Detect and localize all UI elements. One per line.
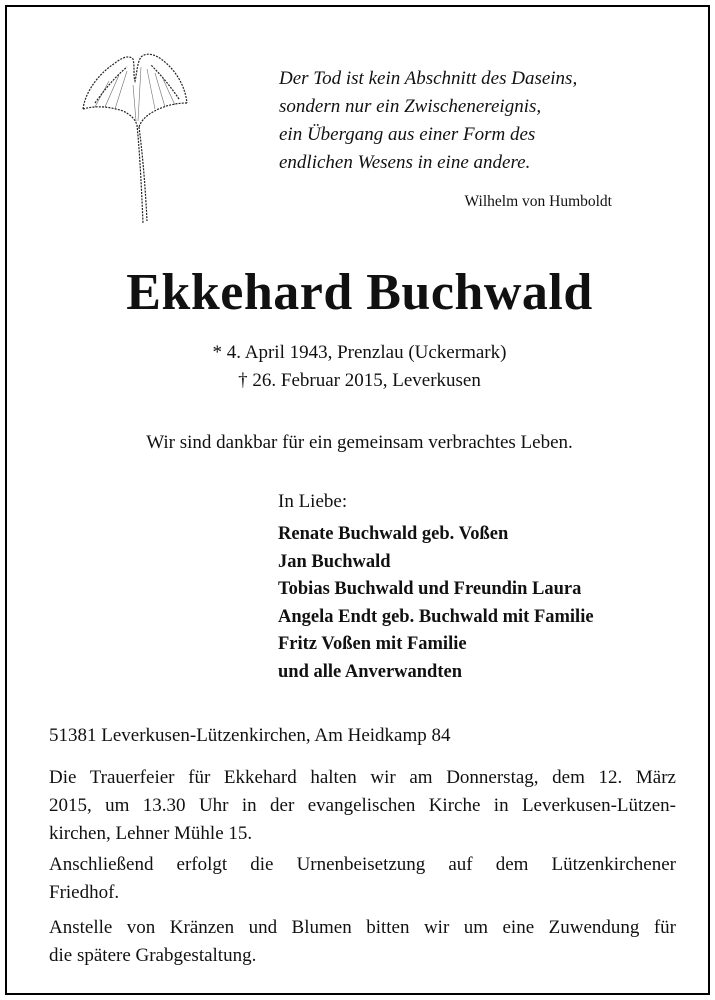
- quote-line: ein Übergang aus einer Form des: [279, 124, 536, 145]
- quote-author: Wilhelm von Humboldt: [464, 193, 612, 210]
- paragraph-line: die spätere Grabgestaltung.: [49, 945, 257, 966]
- epigraph-quote: [279, 65, 639, 177]
- obituary-card: [5, 5, 710, 995]
- death-date: † 26. Februar 2015, Leverkusen: [238, 370, 481, 391]
- quote-line: sondern nur ein Zwischenereignis,: [279, 96, 542, 117]
- quote-line: endlichen Wesens in eine andere.: [279, 152, 531, 173]
- mourners-list: [278, 521, 594, 687]
- paragraph-line: Anschließend erfolgt die Urnenbeisetzung auf dem Lützenkirchener: [49, 854, 676, 875]
- funeral-service-paragraph: [49, 764, 676, 848]
- mourner-name: Tobias Buchwald und Freundin Laura: [278, 579, 582, 600]
- mourner-name: und alle Anverwandten: [278, 661, 463, 682]
- quote-line: Der Tod ist kein Abschnitt des Daseins,: [279, 68, 578, 89]
- ginkgo-leaf-icon: [75, 45, 195, 227]
- mourner-name: Jan Buchwald: [278, 551, 391, 572]
- donation-paragraph: [49, 914, 676, 970]
- paragraph-line: Die Trauerfeier für Ekkehard halten wir am Donnerstag, dem 12. März: [49, 767, 676, 788]
- mourner-name: Angela Endt geb. Buchwald mit Familie: [278, 606, 594, 627]
- life-dates: [2, 339, 715, 395]
- gratitude-line: Wir sind dankbar für ein gemeinsam verbrachtes Leben.: [146, 432, 573, 453]
- mourner-name: Renate Buchwald geb. Voßen: [278, 524, 509, 544]
- mourner-name: Fritz Voßen mit Familie: [278, 634, 467, 655]
- mourners-label: In Liebe:: [278, 491, 348, 512]
- deceased-name: Ekkehard Buchwald: [126, 264, 593, 321]
- burial-paragraph: [49, 851, 676, 907]
- paragraph-line: Anstelle von Kränzen und Blumen bitten wir um eine Zuwendung für: [49, 917, 676, 938]
- paragraph-line: 2015, um 13.30 Uhr in der evangelischen Kirche in Leverkusen-Lützen-: [49, 795, 676, 816]
- paragraph-line: Friedhof.: [49, 882, 120, 903]
- paragraph-line: kirchen, Lehner Mühle 15.: [49, 823, 253, 844]
- family-address: 51381 Leverkusen-Lützenkirchen, Am Heidkamp 84: [49, 725, 451, 746]
- birth-date: * 4. April 1943, Prenzlau (Uckermark): [212, 342, 507, 363]
